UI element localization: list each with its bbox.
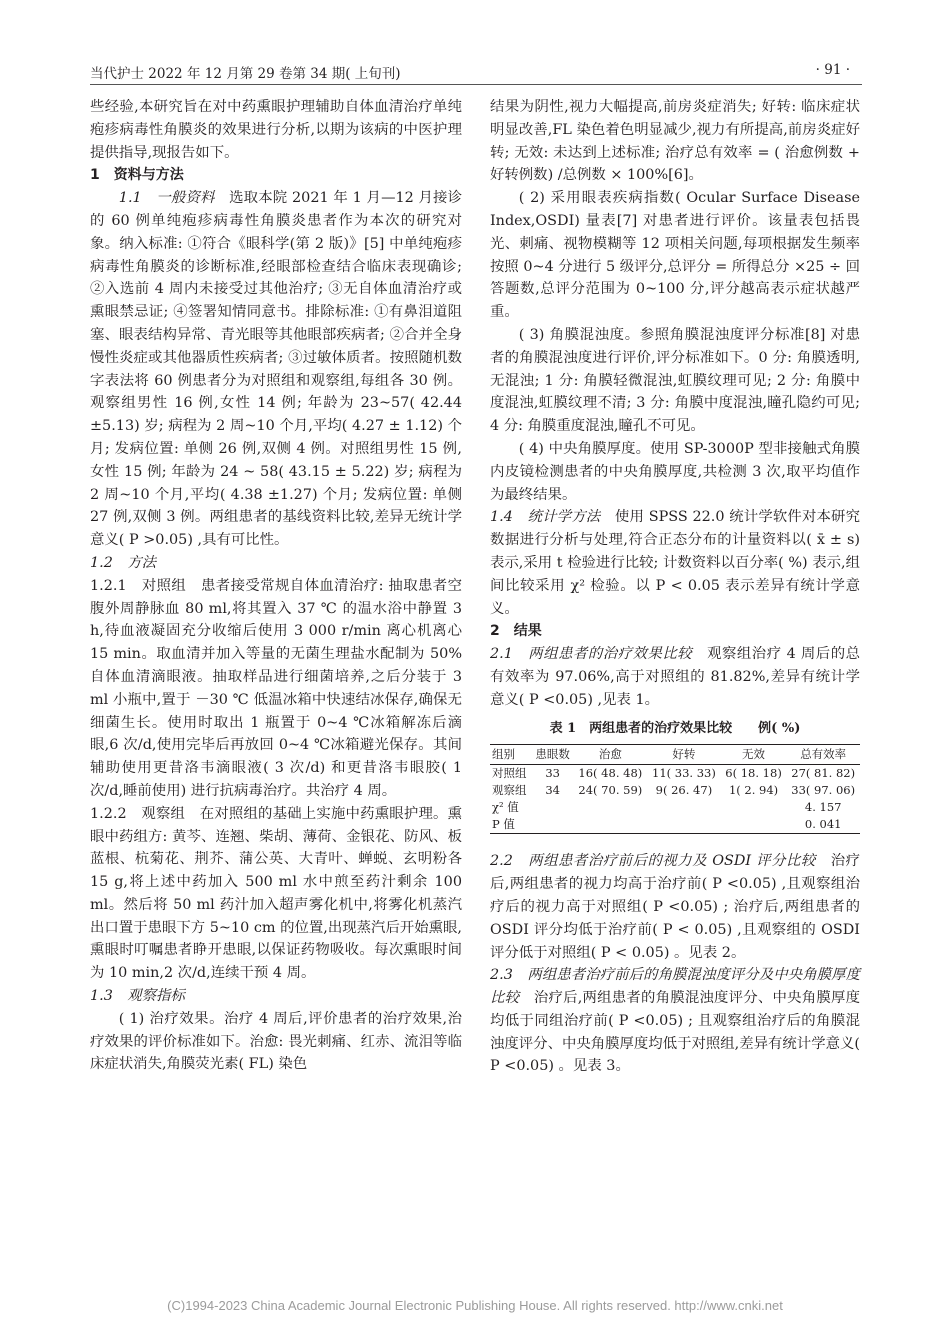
section-2-1-heading: 2.1 两组患者的治疗效果比较 [490,646,693,663]
table-cell: 11( 33. 33) [652,766,716,781]
table-cell [647,816,721,834]
table-cell: 4. 157 [804,800,842,815]
table-header-cell: 患眼数 [532,745,574,765]
table-row [490,765,860,783]
table-cell: P 值 [490,816,532,834]
table-row [490,799,860,816]
section-1-2-2-body: 在对照组的基础上实施中药熏眼护理。熏眼中药组方: 黄芩、连翘、柴胡、薄荷、金银花、防风、板蓝根、杭菊花、荆芥、蒲公英、大青叶、蝉蜕、玄明粉各 15 g,将上述中药加入 500 ml 水中煎至药汁剩余 100 ml。然后将 50 ml 药汁加入超声雾化机中,将雾化机蒸汽出口置于患眼下方 5~10 cm 的位置,出现蒸汽后开始熏眼,熏眼时叮嘱患者睁开患眼,以保证药物吸收。每次熏眼时间为 10 min,2 次/d,连续干预 4 周。 [90,805,462,982]
left-column [90,96,462,1076]
table-header-cell: 总有效率 [786,745,860,765]
table-cell [574,816,648,834]
section-2-3 [490,964,860,1078]
continued-paragraph: 结果为阴性,视力大幅提高,前房炎症消失; 好转: 临床症状明显改善,FL 染色着色明显减少,视力有所提高,前房炎症好转; 无效: 未达到上述标准; 治疗总有效率 = ( 治愈例数 + 好转例数) /总例数 × 100%[6]。 [490,99,860,184]
section-1-3-item-1: ( 1) 治疗效果。治疗 4 周后,评价患者的治疗效果,治疗效果的评价标准如下。治愈: 畏光刺痛、红赤、流泪等临床症状消失,角膜荧光素( FL) 染色 [90,1010,462,1073]
section-1-heading: 1 资料与方法 [90,167,184,184]
section-1-1-heading: 1.1 一般资料 [118,190,215,207]
section-1-3-heading: 1.3 观察指标 [90,988,185,1005]
section-1-2-1 [90,575,462,803]
table-header-cell: 无效 [721,745,787,765]
section-1-2-2 [90,803,462,985]
table-row [490,816,860,834]
section-2-heading: 2 结果 [490,623,542,640]
section-2-1 [490,643,860,711]
section-1-1-body: 选取本院 2021 年 1 月—12 月接诊的 60 例单纯疱疹病毒性角膜炎患者作为本次的研究对象。纳入标准: ①符合《眼科学(第 2 版)》[5] 中单纯疱疹病毒性角膜炎的诊断标准,经眼部检查结合临床表现确诊; ②入选前 4 周内未接受过其他治疗; ③无自体血清治疗或熏眼禁忌证; ④签署知情同意书。排除标准: ①有鼻泪道阻塞、眼表结构异常、青光眼等其他眼部疾病者; ②合并全身慢性炎症或其他器质性疾病者; ③过敏体质者。按照随机数字表法将 60 例患者分为对照组和观察组,每组各 30 例。观察组男性 16 例,女性 14 例; 年龄为 23~57( 42.44 ±5.13) 岁; 病程为 2 周~10 个月,平均( 4.27 ± 1.12) 个月; 发病位置: 单侧 26 例,双侧 4 例。对照组男性 15 例,女性 15 例; 年龄为 24 ~ 58( 43.15 ± 5.22) 岁; 病程为 2 周~10 个月,平均( 4.38 ±1.27) 个月; 发病位置: 单侧 27 例,双侧 3 例。两组患者的基线资料比较,差异无统计学意义( P >0.05) ,具有可比性。 [90,190,462,549]
table-1-title: 表 1 两组患者的治疗效果比较 例( %) [549,720,801,736]
page-number: · 91 · [815,62,850,78]
section-2-2-body: 治疗后,两组患者的视力均高于治疗前( P <0.05) ,且观察组治疗后的视力高于对照组( P <0.05) ; 治疗后,两组患者的 OSDI 评分均低于治疗前( P < 0.05) ,且观察组的 OSDI 评分低于对照组( P < 0.05) 。见表 2。 [490,853,860,961]
table-cell: 16( 48. 48) [578,766,643,781]
table-cell: 27( 81. 82) [791,766,856,781]
table-cell: 观察组 [492,783,527,798]
table-cell [532,799,574,816]
section-1-2-2-heading: 1.2.2 观察组 [90,805,186,822]
table-header-row [490,745,860,765]
table-cell: 33 [545,766,560,781]
journal-info: 当代护士 2022 年 12 月第 29 卷第 34 期( 上旬刊) [90,66,401,82]
table-cell [532,816,574,834]
table-cell: 24( 70. 59) [578,783,643,798]
section-1-4-body: 使用 SPSS 22.0 统计学软件对本研究数据进行分析与处理,符合正态分布的计量资料以( x̄ ± s) 表示,采用 t 检验进行比较; 计数资料以百分率( %) 表示,组间比较采用 χ² 检验。以 P < 0.05 表示差异有统计学意义。 [490,509,860,617]
table-cell [721,799,787,816]
section-1-4 [490,506,860,620]
table-cell: 6( 18. 18) [725,766,782,781]
table-cell [574,799,648,816]
right-column [490,96,860,1078]
section-2-2 [490,850,860,964]
table-cell: 1( 2. 94) [728,783,779,798]
table-cell: 0. 041 [786,816,860,834]
running-header [90,62,862,85]
intro-paragraph: 些经验,本研究旨在对中药熏眼护理辅助自体血清治疗单纯疱疹病毒性角膜炎的效果进行分析,以期为该病的中医护理提供指导,现报告如下。 [90,99,462,161]
table-cell: 34 [545,783,560,798]
table-cell [647,799,721,816]
section-2-1-body: 观察组治疗 4 周后的总有效率为 97.06%,高于对照组的 81.82%,差异有统计学意义( P <0.05) ,见表 1。 [490,646,860,708]
copyright-footer: (C)1994-2023 China Academic Journal Electronic Publishing House. All rights reserved. http://www.cnki.net [167,1298,783,1313]
table-header-cell: 好转 [647,745,721,765]
table-cell: 9( 26. 47) [655,783,713,798]
table-header-cell: 治愈 [574,745,648,765]
section-1-2-heading: 1.2 方法 [90,554,157,571]
table-row [490,782,860,799]
table-1 [490,744,860,834]
section-2-3-heading: 2.3 两组患者治疗前后的角膜混浊度评分及中央角膜厚度比较 [490,967,860,1007]
table-cell: 对照组 [492,766,527,781]
section-2-2-heading: 2.2 两组患者治疗前后的视力及 OSDI 评分比较 [490,853,816,870]
table-cell: 33( 97. 06) [791,783,856,798]
table-cell: χ² 值 [492,800,519,815]
table-cell [721,816,787,834]
section-1-3-item-2: ( 2) 采用眼表疾病指数( Ocular Surface Disease Index,OSDI) 量表[7] 对患者进行评价。该量表包括畏光、刺痛、视物模糊等 12 项相关问题,每项根据发生频率按照 0~4 分进行 5 级评分,总评分 = 所得总分 ×25 ÷ 回答题数,总评分范围为 0~100 分,评分越高表示症状越严重。 [490,190,861,321]
section-1-1 [90,187,462,552]
section-1-4-heading: 1.4 统计学方法 [490,509,601,526]
table-header-cell: 组别 [490,745,532,765]
section-2-3-body: 治疗后,两组患者的角膜混浊度评分、中央角膜厚度均低于同组治疗前( P <0.05) ; 且观察组治疗后的角膜混浊度评分、中央角膜厚度均低于对照组,差异有统计学意义( P <0.05) 。见表 3。 [490,990,860,1075]
section-1-2-1-body: 患者接受常规自体血清治疗: 抽取患者空腹外周静脉血 80 ml,将其置入 37 ℃ 的温水浴中静置 3 h,待血液凝固充分收缩后使用 3 000 r/min 离心机离心 15 min。取血清并加入等量的无菌生理盐水配制为 50% 自体血清滴眼液。抽取样品进行细菌培养,之后分装于 3 ml 小瓶中,置于 －30 ℃ 低温冰箱中快速结冰保存,确保无细菌生长。使用时取出 1 瓶置于 0~4 ℃冰箱解冻后滴眼,6 次/d,使用完毕后再放回 0~4 ℃冰箱避光保存。其间辅助使用更昔洛韦滴眼液( 3 次/d) 和更昔洛韦眼胶( 1 次/d,睡前使用) 进行抗病毒治疗。共治疗 4 周。 [90,577,462,799]
section-1-3-item-4: ( 4) 中央角膜厚度。使用 SP-3000P 型非接触式角膜内皮镜检测患者的中央角膜厚度,共检测 3 次,取平均值作为最终结果。 [490,440,860,503]
section-1-2-1-heading: 1.2.1 对照组 [90,577,187,594]
section-1-3-item-3: ( 3) 角膜混浊度。参照角膜混浊度评分标准[8] 对患者的角膜混浊度进行评价,评分标准如下。0 分: 角膜透明,无混浊; 1 分: 角膜轻微混浊,虹膜纹理可见; 2 分: 角膜中度混浊,虹膜纹理不清; 3 分: 角膜中度混浊,瞳孔隐约可见; 4 分: 角膜重度混浊,瞳孔不可见。 [490,326,860,435]
